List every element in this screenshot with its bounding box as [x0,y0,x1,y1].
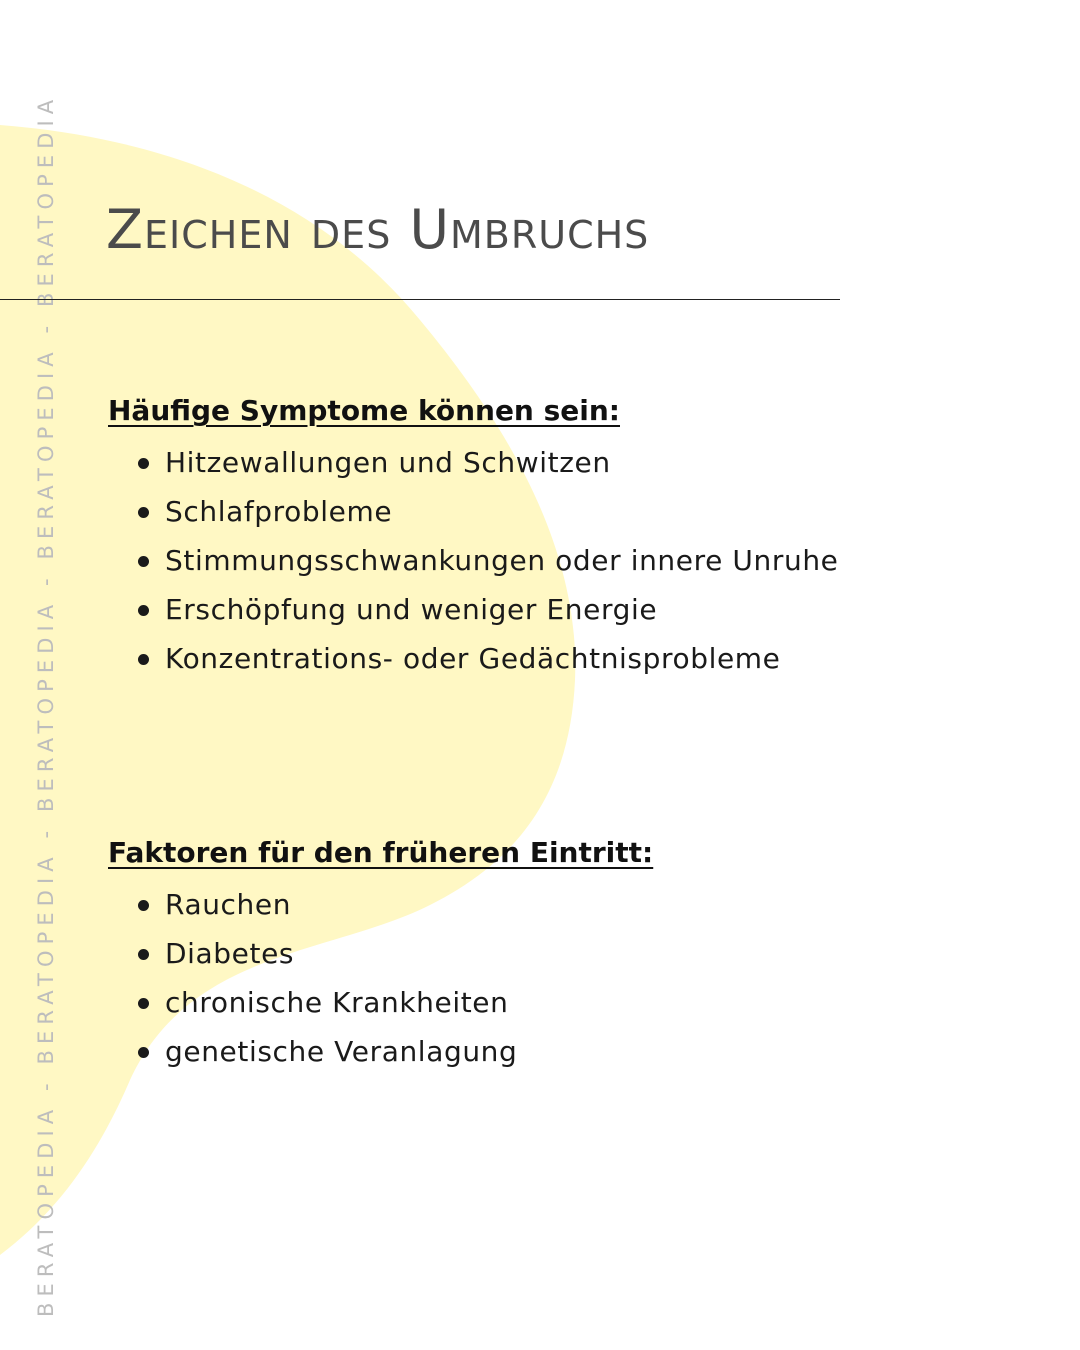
list-item [108,536,839,585]
factors-list [108,880,653,1076]
bullet-icon [138,654,149,665]
list-item [108,929,653,978]
list-item-text: Stimmungsschwankungen oder innere Unruhe [165,544,839,577]
list-item-text: Schlafprobleme [165,495,393,528]
list-item [108,1027,653,1076]
list-item [108,438,839,487]
factors-heading: Faktoren für den früheren Eintritt: [108,836,654,869]
bullet-icon [138,605,149,616]
list-item-text: Konzentrations- oder Gedächtnisprobleme [165,642,781,675]
bullet-icon [138,556,149,567]
list-item [108,978,653,1027]
list-item-text: genetische Veranlagung [165,1035,518,1068]
page-title: Zeichen des Umbruchs [106,198,650,261]
list-item-text: Diabetes [165,937,295,970]
bullet-icon [138,949,149,960]
bullet-icon [138,458,149,469]
bullet-icon [138,900,149,911]
list-item [108,634,839,683]
symptoms-heading: Häufige Symptome können sein: [108,394,620,427]
list-item [108,880,653,929]
list-item [108,487,839,536]
factors-section [108,834,653,1076]
list-item-text: Rauchen [165,888,292,921]
vertical-watermark: BERATOPEDIA - BERATOPEDIA - BERATOPEDIA - BERATOPEDIA - BERATOPEDIA [34,93,58,1317]
list-item-text: Hitzewallungen und Schwitzen [165,446,611,479]
bullet-icon [138,507,149,518]
bullet-icon [138,1047,149,1058]
list-item [108,585,839,634]
list-item-text: chronische Krankheiten [165,986,509,1019]
symptoms-section [108,392,839,683]
symptoms-list [108,438,839,683]
bullet-icon [138,998,149,1009]
title-divider [0,299,840,300]
list-item-text: Erschöpfung und weniger Energie [165,593,658,626]
